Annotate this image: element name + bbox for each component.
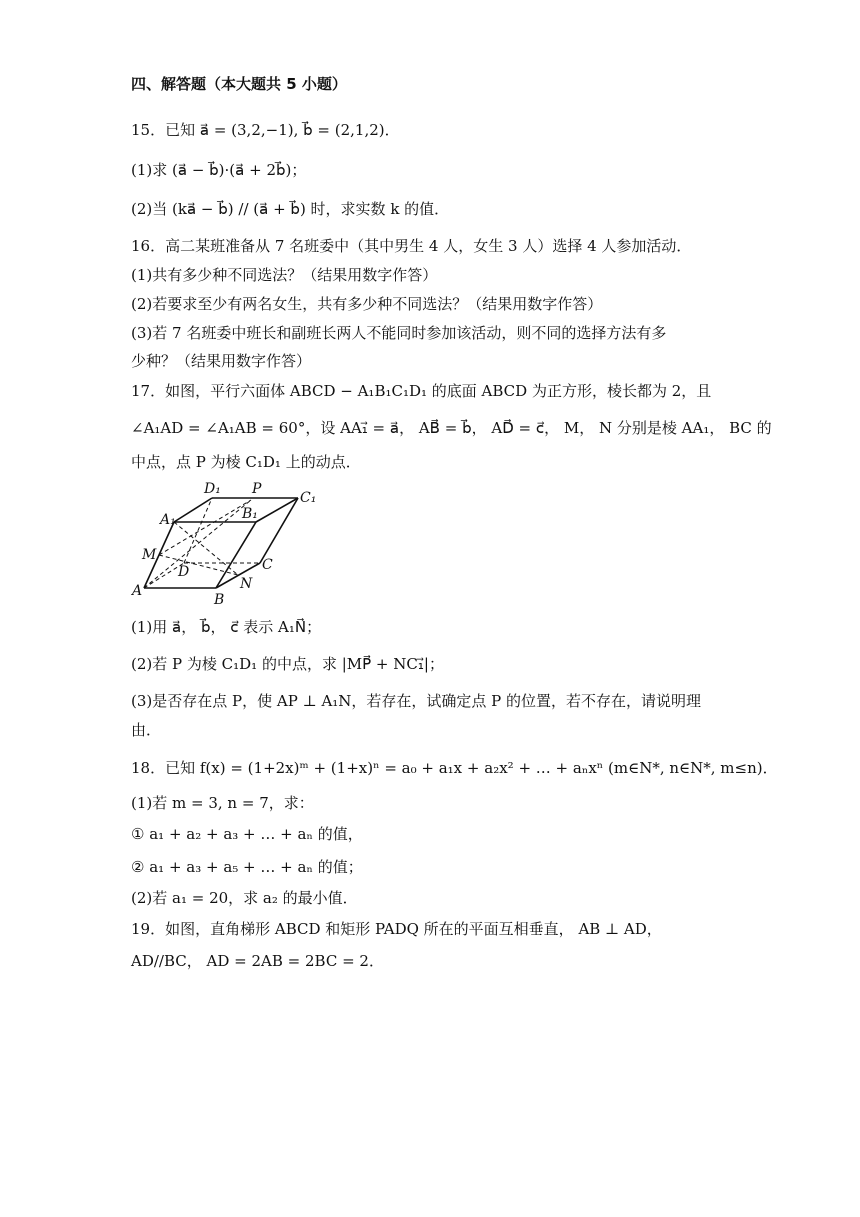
label-A1: A₁: [160, 512, 176, 528]
q16-part1: (1)共有多少种不同选法？（结果用数字作答）: [131, 266, 438, 284]
label-C1: C₁: [300, 490, 317, 506]
parallelepiped-figure: [128, 478, 328, 608]
label-A: A: [132, 583, 143, 599]
q18-part1-item1: ① a₁ + a₂ + a₃ + … + aₙ 的值，: [131, 825, 363, 843]
label-M: M: [142, 547, 157, 563]
q15-part1: (1)求 (a⃗ − b⃗)·(a⃗ + 2b⃗)；: [131, 161, 307, 179]
label-N: N: [240, 576, 253, 592]
q17-stem-line3: 中点，点 P 为棱 C₁D₁ 上的动点．: [131, 453, 361, 471]
q19-stem-line2: AD//BC， AD = 2AB = 2BC = 2．: [131, 952, 384, 970]
label-D: D: [178, 564, 190, 580]
q16-part3-line1: (3)若 7 名班委中班长和副班长两人不能同时参加该活动，则不同的选择方法有多: [131, 324, 667, 342]
label-D1: D₁: [204, 481, 221, 497]
q16-stem: 16．高二某班准备从 7 名班委中（其中男生 4 人，女生 3 人）选择 4 人参加活动．: [131, 237, 692, 255]
q15-part2: (2)当 (ka⃗ − b⃗) // (a⃗ + b⃗) 时，求实数 k 的值．: [131, 200, 450, 218]
q17-part1: (1)用 a⃗， b⃗， c⃗ 表示 A₁N⃗；: [131, 618, 322, 636]
q18-part2: (2)若 a₁ = 20，求 a₂ 的最小值．: [131, 889, 358, 907]
label-C: C: [262, 557, 273, 573]
q17-part3-line2: 由．: [131, 721, 162, 739]
section-title: 四、解答题（本大题共 5 小题）: [131, 75, 347, 93]
q18-part1: (1)若 m = 3, n = 7，求：: [131, 794, 314, 812]
label-B: B: [214, 592, 225, 608]
q18-part1-item2: ② a₁ + a₃ + a₅ + … + aₙ 的值；: [131, 858, 363, 876]
q17-part2: (2)若 P 为棱 C₁D₁ 的中点，求 |MP⃗ + NC₁⃗|；: [131, 655, 444, 673]
label-P: P: [252, 481, 262, 497]
q16-part3-line2: 少种？（结果用数字作答）: [131, 352, 312, 370]
q17-part3-line1: (3)是否存在点 P，使 AP ⊥ A₁N，若存在，试确定点 P 的位置，若不存在，请说明理: [131, 692, 702, 710]
q18-stem: 18．已知 f(x) = (1+2x)ᵐ + (1+x)ⁿ = a₀ + a₁x + a₂x² + … + aₙxⁿ (m∈N*, n∈N*, m≤n)．: [131, 759, 778, 777]
label-B1: B₁: [242, 506, 258, 522]
q17-stem-line1: 17．如图，平行六面体 ABCD − A₁B₁C₁D₁ 的底面 ABCD 为正方形，棱长都为 2，且: [131, 382, 712, 400]
q17-stem-line2: ∠A₁AD = ∠A₁AB = 60°，设 AA₁⃗ = a⃗， AB⃗ = b⃗， AD⃗ = c⃗， M， N 分别是棱 AA₁， BC 的: [131, 419, 772, 437]
q19-stem-line1: 19．如图，直角梯形 ABCD 和矩形 PADQ 所在的平面互相垂直， AB ⊥ AD，: [131, 920, 662, 938]
q16-part2: (2)若要求至少有两名女生，共有多少种不同选法？（结果用数字作答）: [131, 295, 603, 313]
q15-stem: 15．已知 a⃗ = (3,2,−1), b⃗ = (2,1,2)．: [131, 121, 400, 139]
